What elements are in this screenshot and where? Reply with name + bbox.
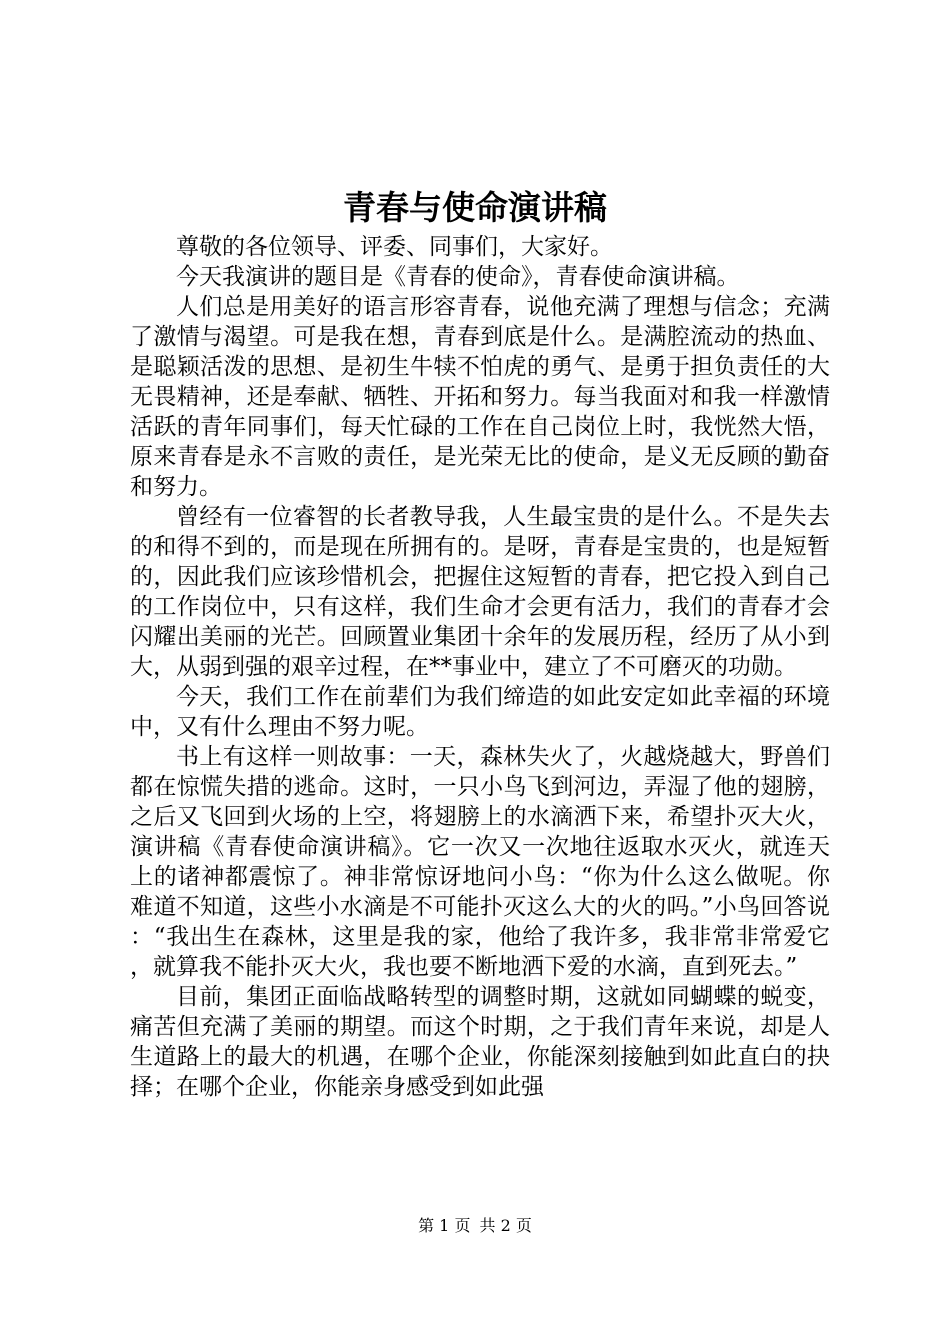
page-number: 第 1 页 xyxy=(418,1216,471,1235)
document-title: 青春与使命演讲稿 xyxy=(343,188,607,227)
paragraph-topic: 今天我演讲的题目是《青春的使命》，青春使命演讲稿。 xyxy=(176,264,740,290)
paragraph-what-is-youth: 人们总是用美好的语言形容青春，说他充满了理想与信念；充满了激情与渴望。可是我在想，青春到底是什么。是满腔流动的热血、是聪颖活泼的思想、是初生牛犊不怕虎的勇气、是勇于担负责任的大无畏精神，还是奉献、牺牲、开拓和努力。每当我面对和我一样激情活跃的青年同事们，每天忙碌的工作在自己岗位上时，我恍然大悟，原来青春是永不言败的责任，是光荣无比的使命，是义无反顾的勤奋和努力。 xyxy=(130,294,830,500)
page-footer xyxy=(0,1215,950,1237)
paragraph-bird-story: 书上有这样一则故事：一天，森林失火了，火越烧越大，野兽们都在惊慌失措的逃命。这时，一只小鸟飞到河边，弄湿了他的翅膀，之后又飞回到火场的上空，将翅膀上的水滴洒下来，希望扑灭大火，演讲稿《青春使命演讲稿》。它一次又一次地往返取水灭火，就连天上的诸神都震惊了。神非常惊讶地问小鸟：“你为什么这么做呢。你难道不知道，这些小水滴是不可能扑灭这么大的火的吗。”小鸟回答说：“我出生在森林，这里是我的家，他给了我许多，我非常非常爱它，就算我不能扑灭大火，我也要不断地洒下爱的水滴，直到死去。” xyxy=(130,744,830,980)
page-total: 共 2 页 xyxy=(479,1216,532,1235)
paragraph-transformation: 目前，集团正面临战略转型的调整时期，这就如同蝴蝶的蜕变，痛苦但充满了美丽的期望。而这个时期，之于我们青年来说，却是人生道路上的最大的机遇，在哪个企业，你能深刻接触到如此直白的抉择；在哪个企业，你能亲身感受到如此强 xyxy=(130,984,830,1100)
paragraph-today: 今天，我们工作在前辈们为我们缔造的如此安定如此幸福的环境中，又有什么理由不努力呢。 xyxy=(130,684,830,740)
paragraph-greeting: 尊敬的各位领导、评委、同事们，大家好。 xyxy=(176,234,613,260)
paragraph-elder-teaching: 曾经有一位睿智的长者教导我，人生最宝贵的是什么。不是失去的和得不到的，而是现在所拥有的。是呀，青春是宝贵的，也是短暂的，因此我们应该珍惜机会，把握住这短暂的青春，把它投入到自己的工作岗位中，只有这样，我们生命才会更有活力，我们的青春才会闪耀出美丽的光芒。回顾置业集团十余年的发展历程，经历了从小到大，从弱到强的艰辛过程，在**事业中，建立了不可磨灭的功勋。 xyxy=(130,504,830,680)
document-body xyxy=(130,232,830,1102)
